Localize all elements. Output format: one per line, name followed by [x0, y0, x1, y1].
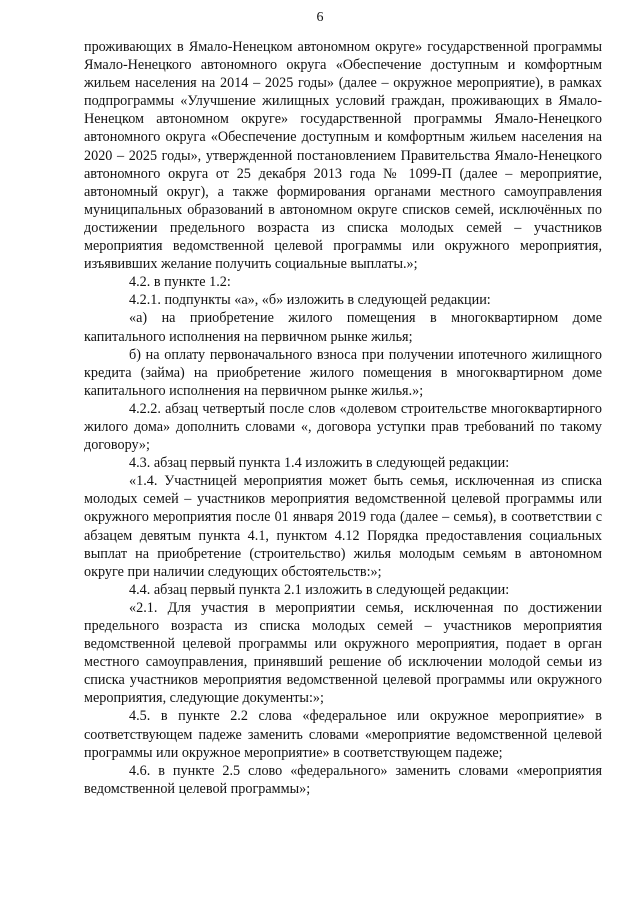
paragraph-4-2: 4.2. в пункте 1.2:: [129, 274, 231, 291]
paragraph-4-3: 4.3. абзац первый пункта 1.4 изложить в следующей редакции:: [129, 455, 510, 472]
paragraph-4-2-1: 4.2.1. подпункты «а», «б» изложить в следующей редакции:: [129, 292, 491, 309]
paragraph-2-1-quote: «2.1. Для участия в мероприятии семья, исключенная по достижении предельного возраста из списка молодых семей – участников мероприятия ведомственной целевой программы или окружного мероприятия, подает в орган местного самоуправления, принявший решение об исключении молодой семьи из списка участников мероприятия ведомственной целевой программы или окружного мероприятия, следующие документы:»;: [84, 599, 602, 707]
page-number: 6: [316, 10, 324, 25]
paragraph-subitem-b: б) на оплату первоначального взноса при получении ипотечного жилищного кредита (займа) на приобретение жилого помещения в многоквартирном доме капитального исполнения на первичном рынке жилья.»;: [84, 346, 602, 399]
paragraph-subitem-a: «а) на приобретение жилого помещения в многоквартирном доме капитального исполнения на первичном рынке жилья;: [84, 310, 602, 345]
paragraph-intro-continuation: проживающих в Ямало-Ненецком автономном округе» государственной программы Ямало-Ненецкого автономного округа «Обеспечение доступным и комфортным жильем населения на 2014 – 2025 годы» (далее – окружное мероприятие), в рамках подпрограммы «Улучшение жилищных условий граждан, проживающих в Ямало-Ненецком автономном округе» государственной программы Ямало-Ненецкого автономного округа «Обеспечение доступным и комфортным жильем населения на 2020 – 2025 годы», утвержденной постановлением Правительства Ямало-Ненецкого автономного округа от 25 декабря 2013 года № 1099-П (далее – мероприятие, автономный округ), а также формирования органами местного самоуправления муниципальных образований в автономном округе списков семей, исключённых по достижении предельного возраста из списка молодых семей – участников мероприятия ведомственной целевой программы или окружного мероприятия, изъявивших желание получить социальные выплаты.»;: [84, 39, 602, 273]
paragraph-4-5: 4.5. в пункте 2.2 слова «федеральное или окружное мероприятие» в соответствующем падеже заменить словами «мероприятие ведомственной целевой программы или окружное мероприятие» в соответствующем падеже;: [84, 708, 602, 761]
paragraph-4-2-2: 4.2.2. абзац четвертый после слов «долевом строительстве многоквартирного жилого дома» дополнить словами «, договора уступки прав требований по такому договору»;: [84, 400, 602, 454]
document-body: [84, 38, 602, 798]
paragraph-4-6: 4.6. в пункте 2.5 слово «федерального» заменить словами «мероприятия ведомственной целевой программы»;: [84, 762, 602, 797]
paragraph-4-4: 4.4. абзац первый пункта 2.1 изложить в следующей редакции:: [129, 581, 510, 598]
paragraph-1-4-quote: «1.4. Участницей мероприятия может быть семья, исключенная из списка молодых семей – участников мероприятия ведомственной целевой программы или окружного мероприятия после 01 января 2019 года (далее – семья), в соответствии с абзацем девятым пункта 4.1, пунктом 4.12 Порядка предоставления социальных выплат на приобретение (строительство) жилья молодым семьям в автономном округе при наличии следующих обстоятельств:»;: [84, 473, 602, 580]
